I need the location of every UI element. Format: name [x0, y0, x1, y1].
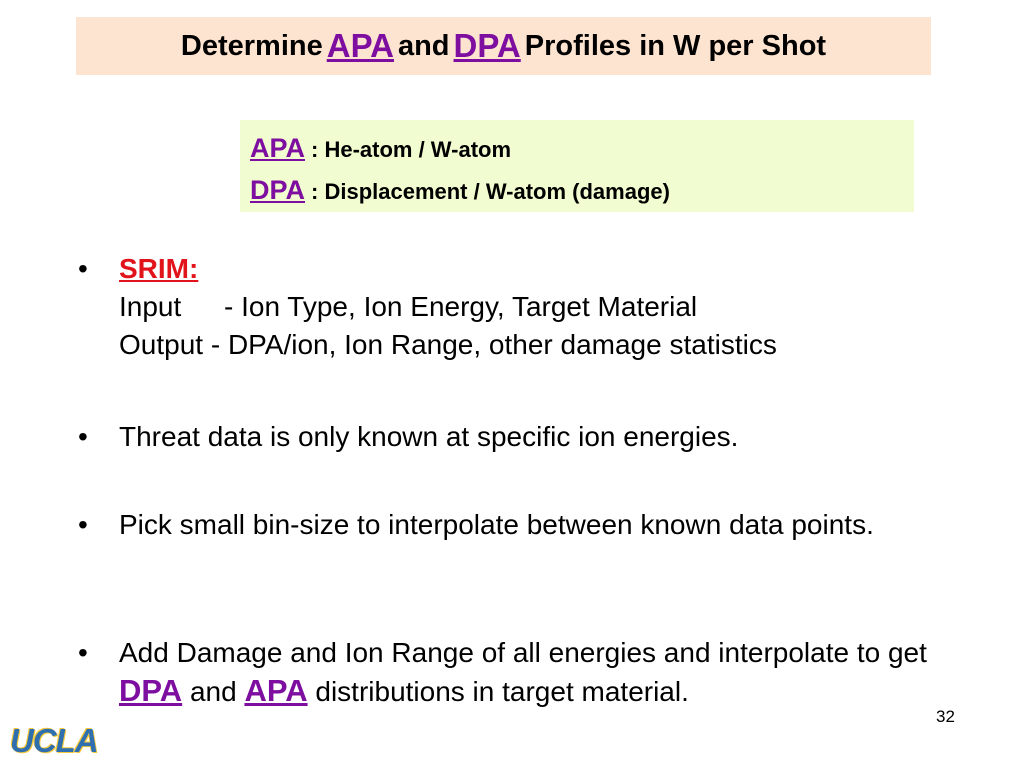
add-part2: and — [189, 676, 237, 707]
bullet-dot: • — [78, 509, 88, 540]
definitions-box — [240, 120, 914, 212]
title-apa: APA — [326, 27, 394, 64]
bullet-threat — [78, 418, 978, 456]
definition-desc: : Displacement / W-atom (damage) — [311, 179, 670, 204]
definition-term: DPA — [250, 175, 306, 205]
bullet-threat-text: Threat data is only known at specific ion energies. — [119, 421, 739, 452]
bullet-dot: • — [78, 253, 88, 284]
title-dpa: DPA — [453, 27, 521, 64]
definition-dpa — [250, 170, 914, 212]
add-part1: Add Damage and Ion Range of all energies and interpolate to get — [119, 637, 927, 668]
definition-desc: : He-atom / W-atom — [311, 137, 512, 162]
definition-apa — [250, 128, 914, 170]
srim-input-value: - Ion Type, Ion Energy, Target Material — [224, 291, 698, 322]
add-dpa: DPA — [119, 673, 183, 708]
bullet-pick — [78, 506, 978, 544]
title-prefix: Determine — [180, 29, 323, 62]
page-number: 32 — [936, 707, 955, 726]
srim-input-key: Input — [119, 291, 182, 322]
bullet-dot: • — [78, 421, 88, 452]
bullet-pick-text: Pick small bin-size to interpolate between known data points. — [119, 509, 874, 540]
bullet-dot: • — [78, 637, 88, 668]
add-apa: APA — [244, 673, 308, 708]
title-middle: and — [397, 29, 450, 62]
srim-label: SRIM: — [119, 253, 199, 284]
slide-title — [76, 17, 931, 75]
bullet-srim — [78, 250, 978, 364]
srim-output-value: - DPA/ion, Ion Range, other damage statistics — [210, 329, 777, 360]
bullet-add-text — [119, 634, 978, 711]
title-suffix: Profiles in W per Shot — [524, 29, 827, 62]
bullet-add — [78, 634, 978, 711]
definition-term: APA — [250, 133, 306, 163]
srim-output-key: Output — [119, 329, 204, 360]
add-part3: distributions in target material. — [315, 676, 689, 707]
ucla-logo: UCLA — [10, 722, 98, 759]
